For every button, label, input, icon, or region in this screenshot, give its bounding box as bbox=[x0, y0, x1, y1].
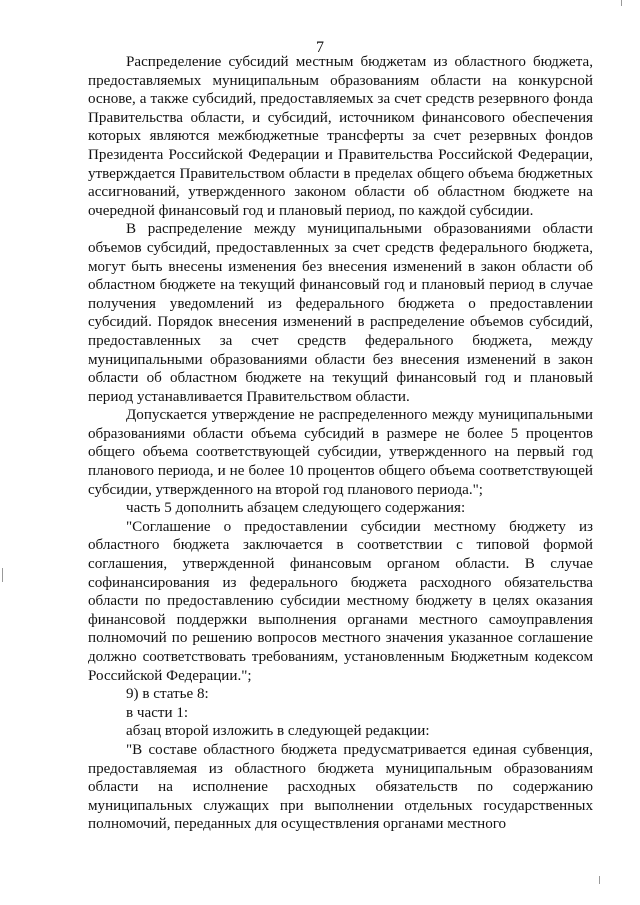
paragraph-federal-changes: В распределение между муниципальными образованиями области объемов субсидий, предоставленных за счет средств федерального бюджета, могут быть внесены изменения без внесения изменений в закон области об областном бюджете на текущий финансовый год и плановый период в случае получения уведомлений из федерального бюджета о предоставлении субсидий. Порядок внесения изменений в распределение объемов субсидий, предоставленных за счет средств федерального бюджета, между муниципальными образованиями области без внесения изменений в закон области об областном бюджете на текущий финансовый год и плановый период устанавливается Правительством области. bbox=[88, 221, 593, 405]
paragraph-single-subvention: "В составе областного бюджета предусматривается единая субвенция, предоставляемая из областного бюджета муниципальным образованиям области на исполнение расходных обязательств по содержанию муниципальных служащих при выполнении отдельных государственных полномочий, переданных для осуществления органами местного bbox=[88, 741, 593, 833]
document-body bbox=[88, 53, 593, 834]
scan-mark-left bbox=[2, 568, 3, 582]
scan-mark-top-right bbox=[621, 0, 622, 6]
paragraph-article-8: 9) в статье 8: bbox=[126, 686, 209, 703]
page-number: 7 bbox=[316, 39, 324, 56]
scan-mark-bottom-right bbox=[599, 876, 600, 884]
paragraph-second-abzac: абзац второй изложить в следующей редакции: bbox=[126, 723, 430, 740]
paragraph-subsidy-distribution: Распределение субсидий местным бюджетам из областного бюджета, предоставляемых муниципальным образованиям области на конкурсной основе, а также субсидий, предоставляемых за счет средств резервного фонда Правительства области, и субсидий, источником финансового обеспечения которых являются межбюджетные трансферты за счет резервных фондов Президента Российской Федерации и Правительства Российской Федерации, утверждается Правительством области в пределах общего объема бюджетных ассигнований, утвержденного законом области об областном бюджете на очередной финансовый год и плановый период, по каждой субсидии. bbox=[88, 54, 593, 219]
paragraph-agreement: "Соглашение о предоставлении субсидии местному бюджету из областного бюджета заключается в соответствии с типовой формой соглашения, утвержденной финансовым органом области. В случае софинансирования из федерального бюджета расходного обязательства области по предоставлению субсидии местному бюджету в целях оказания финансовой поддержки выполнения органами местного самоуправления полномочий по решению вопросов местного значения указанное соглашение должно соответствовать требованиям, установленным Бюджетным кодексом Российской Федерации."; bbox=[88, 518, 593, 684]
paragraph-part-1: в части 1: bbox=[126, 704, 189, 721]
paragraph-part-5-amendment: часть 5 дополнить абзацем следующего содержания: bbox=[126, 500, 466, 517]
paragraph-undistributed-volume: Допускается утверждение не распределенного между муниципальными образованиями области объема субсидий в размере не более 5 процентов общего объема соответствующей субсидии, утвержденного на первый год планового периода, и не более 10 процентов общего объема соответствующей субсидии, утвержденного на второй год планового периода."; bbox=[88, 407, 593, 498]
